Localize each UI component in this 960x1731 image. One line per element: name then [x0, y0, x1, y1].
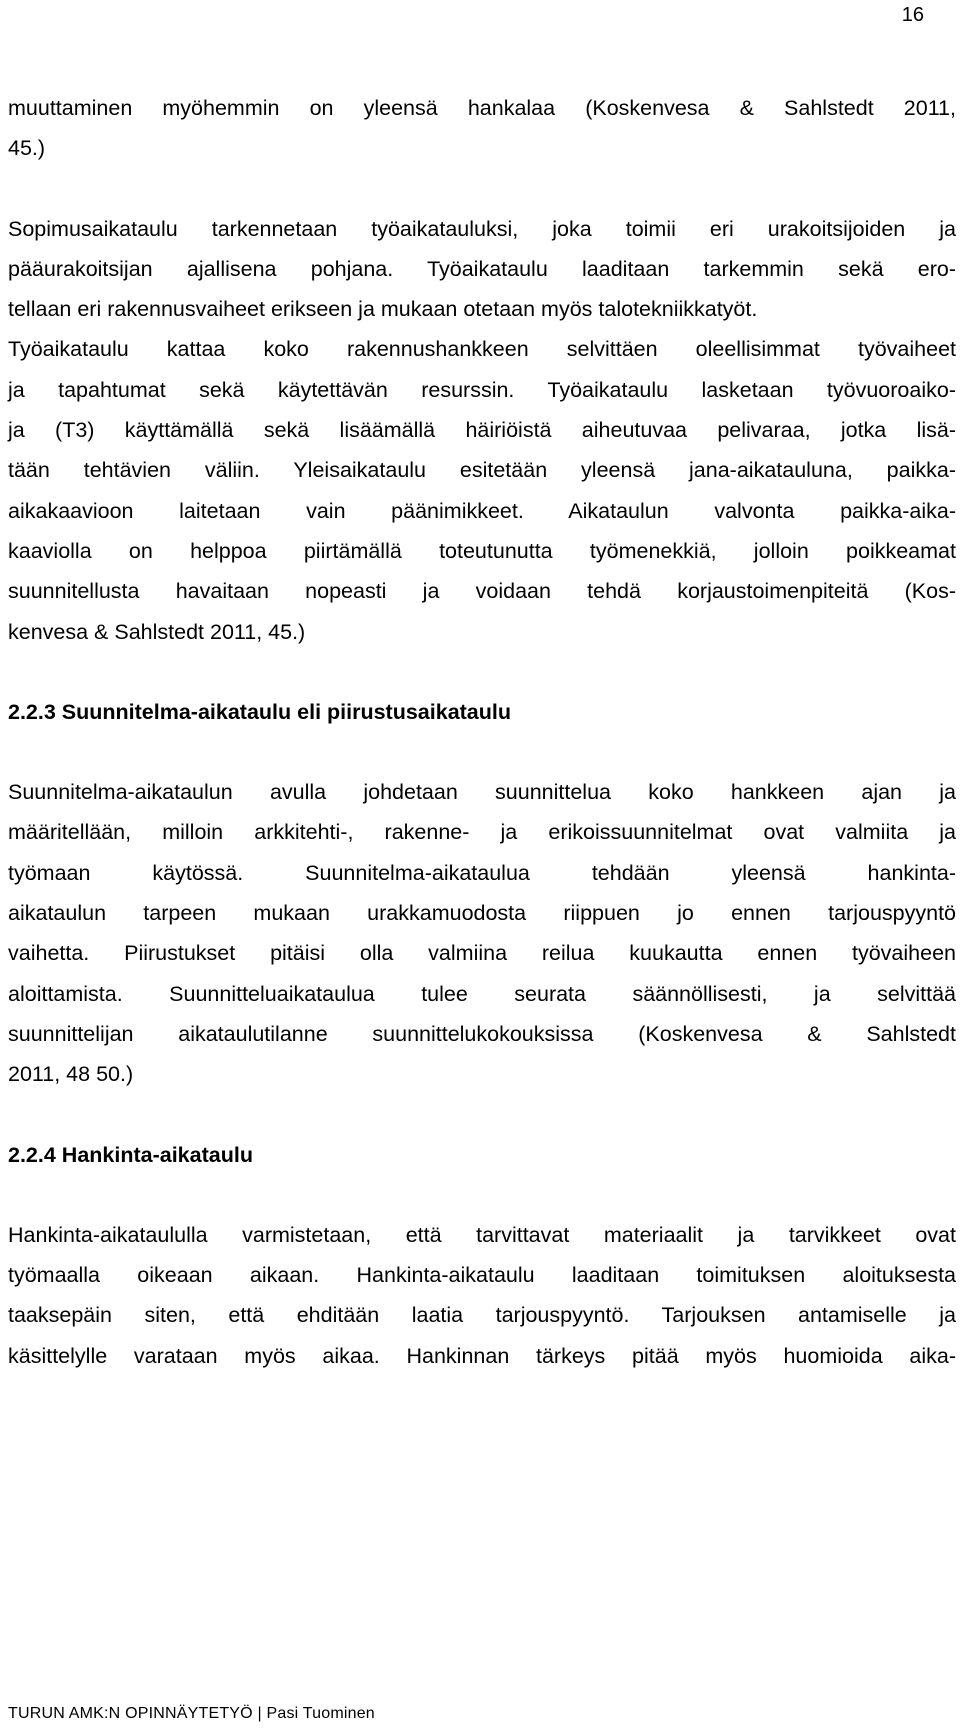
- text-line: muuttaminen myöhemmin on yleensä hankalaa (Koskenvesa & Sahlstedt 2011,: [8, 96, 956, 120]
- text-line: tään tehtävien väliin. Yleisaikataulu esitetään yleensä jana-aikatauluna, paikka-: [8, 458, 956, 483]
- paragraph: [8, 209, 956, 652]
- text-line: tellaan eri rakennusvaiheet erikseen ja mukaan otetaan myös talotekniikkatyöt.: [8, 297, 758, 322]
- paragraph: [8, 1215, 956, 1376]
- text-line: kaaviolla on helppoa piirtämällä toteutunutta työmenekkiä, jolloin poikkeamat: [8, 538, 956, 563]
- text-line: työmaan käytössä. Suunnitelma-aikataulua tehdään yleensä hankinta-: [8, 860, 956, 885]
- text-line: ja tapahtumat sekä käytettävän resurssin. Työaikataulu lasketaan työvuoroaiko-: [8, 377, 956, 402]
- paragraph: [8, 88, 956, 169]
- text-line: ja (T3) käyttämällä sekä lisäämällä häiriöistä aiheutuvaa pelivaraa, jotka lisä-: [8, 418, 956, 443]
- text-line: vaihetta. Piirustukset pitäisi olla valmiina reilua kuukautta ennen työvaiheen: [8, 941, 956, 966]
- section-heading: 2.2.3 Suunnitelma-aikataulu eli piirustusaikataulu: [8, 699, 512, 724]
- text-line: Työaikataulu kattaa koko rakennushankkeen selvittäen oleellisimmat työvaiheet: [8, 337, 956, 362]
- text-line: aloittamista. Suunnitteluaikataulua tulee seurata säännöllisesti, ja selvittää: [8, 981, 956, 1006]
- section-heading: 2.2.4 Hankinta-aikataulu: [8, 1142, 253, 1167]
- paragraph: [8, 772, 956, 1094]
- text-line: määritellään, milloin arkkitehti-, rakenne- ja erikoissuunnitelmat ovat valmiita ja: [8, 820, 956, 845]
- page-number: 16: [901, 4, 924, 26]
- text-line: pääurakoitsijan ajallisena pohjana. Työaikataulu laaditaan tarkemmin sekä ero-: [8, 256, 956, 281]
- page-footer: TURUN AMK:N OPINNÄYTETYÖ | Pasi Tuominen: [8, 1705, 375, 1722]
- text-line: kenvesa & Sahlstedt 2011, 45.): [8, 619, 306, 644]
- text-line: Hankinta-aikataululla varmistetaan, että tarvittavat materiaalit ja tarvikkeet ovat: [8, 1222, 956, 1247]
- paragraph-spacer: [8, 652, 956, 692]
- text-line: taaksepäin siten, että ehditään laatia tarjouspyyntö. Tarjouksen antamiselle ja: [8, 1303, 956, 1328]
- text-line: 45.): [8, 136, 46, 161]
- paragraph-spacer: [8, 732, 956, 772]
- text-line: Sopimusaikataulu tarkennetaan työaikatauluksi, joka toimii eri urakoitsijoiden ja: [8, 216, 956, 241]
- text-line: Suunnitelma-aikataulun avulla johdetaan suunnittelua koko hankkeen ajan ja: [8, 780, 956, 805]
- text-line: työmaalla oikeaan aikaan. Hankinta-aikataulu laaditaan toimituksen aloituksesta: [8, 1263, 956, 1288]
- document-body: [8, 88, 956, 1376]
- paragraph-spacer: [8, 1175, 956, 1215]
- text-line: aikakaavioon laitetaan vain päänimikkeet. Aikataulun valvonta paikka-aika-: [8, 498, 956, 523]
- text-line: suunnitellusta havaitaan nopeasti ja voidaan tehdä korjaustoimenpiteitä (Kos-: [8, 579, 956, 604]
- text-line: suunnittelijan aikataulutilanne suunnittelukokouksissa (Koskenvesa & Sahlstedt: [8, 1021, 956, 1046]
- text-line: aikataulun tarpeen mukaan urakkamuodosta riippuen jo ennen tarjouspyyntö: [8, 901, 956, 926]
- paragraph-spacer: [8, 1095, 956, 1135]
- text-line: 2011, 48 50.): [8, 1062, 134, 1087]
- paragraph-spacer: [8, 169, 956, 209]
- text-line: käsittelylle varataan myös aikaa. Hankinnan tärkeys pitää myös huomioida aika-: [8, 1343, 956, 1368]
